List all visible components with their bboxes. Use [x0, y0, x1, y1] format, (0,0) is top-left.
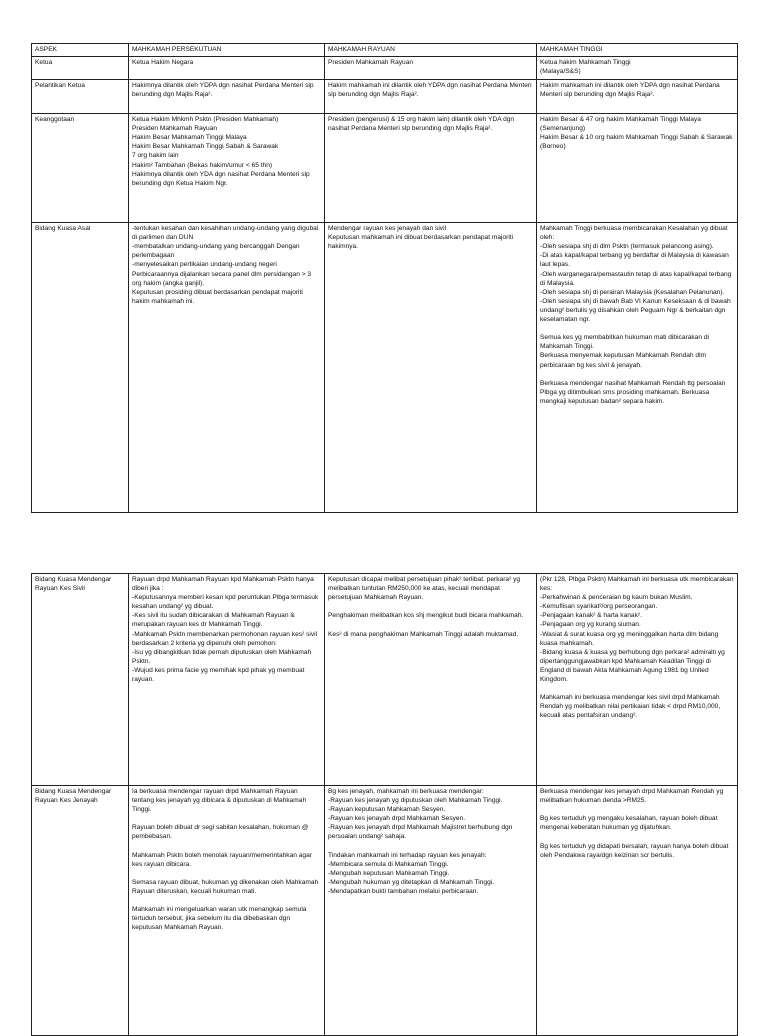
table-row: [32, 114, 738, 223]
aspek-cell: Bidang Kuasa Mendengar Rayuan Kes Jenayah: [32, 786, 129, 1036]
table-row: [32, 574, 738, 786]
comparison-table-2: [31, 573, 738, 1036]
persekutuan-cell: Ia berkuasa mendengar rayuan drpd Mahkamah Rayuan tentang kes jenayah yg dibicara & diputuskan di Mahkamah Tinggi. Rayuan boleh dibuat dr segi sabitan kesalahan, hukuman @ pembebasan. Mahkamah Psktn boleh menolak rayuan/memerintahkan agar kes rayuan dibicara. Semasa rayuan dibuat, hukuman yg dikenakan oleh Mahkamah Rayuan diteruskan, kecuali hukuman mati. Mahkamah ini mengeluarkan waran utk menangkap semula tertuduh tersebut, jika sebelum itu dia dibebaskan dgn keputusan Mahkamah Rayuan.: [129, 786, 325, 1036]
persekutuan-cell: Rayuan drpd Mahkamah Rayuan kpd Mahkamah Psktn hanya diberi jika : -Keputusannya memberi kesan kpd peruntukan Plbga termasuk kesahan undang² yg dibuat. -Kes sivil itu sudah dibicarakan di Mahkamah Rayuan & merupakan rayuan kes dr Mahkamah Tinggi. -Mahkamah Psktn membenarkan permohonan rayuan kes² sivil berdasarkan 2 kriteria yg dipenuhi oleh pemohon: -Isu yg dibangkitkan tidak pernah diputuskan oleh Mahkamah Psktn. -Wujud kes prima facie yg memihak kpd pihak yg membuat rayuan.: [129, 574, 325, 786]
tinggi-cell: Mahkamah Tinggi berkuasa membicarakan Kesalahan yg dibuat oleh: -Oleh sesiapa shj di dlm Psktn (termasuk pelancong asing). -Di atas kapal/kapal terbang yg berdaftar di Malaysia di kawasan laut lepas. -Oleh warganegara/pemastautin tetap di atas kapal/kapal terbang di Malaysia. -Oleh sesiapa shj di perairan Malaysia (Kesalahan Pelanunan). -Oleh sesiapa shj di bawah Bab VI Kanun Keseksaan & di bawah undang² bertulis yg disahkan oleh Peguam Ngr & berkaitan dgn keselamatan ngr. Semua kes yg membabitkan hukuman mati dibicarakan di Mahkamah Tinggi. Berkuasa menyemak keputusan Mahkamah Rendah dlm perbicaraan bg kes sivil & jenayah. Berkuasa mendengar nasihat Mahkamah Rendah ttg persoalan Plbga yg ditimbulkan sms prosiding mahkamah. Berkuasa mengkaji keputusan badan² separa hakim.: [537, 223, 738, 513]
rayuan-cell: Hakim mahkamah ini dilantik oleh YDPA dgn nasihat Perdana Menteri slp berunding dgn Majlis Raja².: [325, 80, 537, 114]
persekutuan-cell: -tentukan kesahan dan kesahihan undang-undang yang digubal di parlimen dan DUN -membatalkan undang-undang yang bercanggah Dengan perlembagaan -menyelesaikan pertikaian undang-undang negeri Perbicaraannya dijalankan secara panel dlm persidangan > 3 org hakim (angka ganjil). Keputusan prosiding dibuat berdasarkan pendapat majoriti hakim mahkamah ini.: [129, 223, 325, 513]
header-mahkamah-persekutuan: MAHKAMAH PERSEKUTUAN: [129, 44, 325, 57]
aspek-cell: Bidang Kuasa Mendengar Rayuan Kes Sivil: [32, 574, 129, 786]
header-mahkamah-tinggi: MAHKAMAH TINGGI: [537, 44, 738, 57]
rayuan-cell: Keputusan dicapai melibat persetujuan pihak² terlibat. perkara² yg melibatkan tuntutan RM250,000 ke atas, kecuali mendapat persetujuan Mahkamah Rayuan. Penghakiman melibatkan kos shj mengikut budi bicara mahkamah. Kes² di mana penghakiman Mahkamah Tinggi adalah muktamad.: [325, 574, 537, 786]
rayuan-cell: Bg kes jenayah, mahkamah ini berkuasa mendengar: -Rayuan kes jenayah yg diputuskan oleh Mahkamah Tinggi. -Rayuan keputusan Mahkamah Sesyen. -Rayuan kes jenayah drpd Mahkamah Sesyen. -Rayuan kes jenayah drpd Mahkamah Majistret berhubung dgn persoalan undang² sahaja. Tindakan mahkamah ini terhadap rayuan kes jenayah: -Membicara semula di Mahkamah Tinggi. -Mengubah keputusan Mahkamah Tinggi. -Mengubah hukuman yg ditetapkan di Mahkamah Tinggi. -Mendapatkan bukti tambahan melalui perbicaraan.: [325, 786, 537, 1036]
header-mahkamah-rayuan: MAHKAMAH RAYUAN: [325, 44, 537, 57]
aspek-cell: Bidang Kuasa Asal: [32, 223, 129, 513]
table-row: [32, 57, 738, 80]
tinggi-cell: Ketua hakim Mahkamah Tinggi (Malaya/S&S): [537, 57, 738, 80]
tinggi-cell: Hakim mahkamah ini dilantik oleh YDPA dgn nasihat Perdana Menteri slp berunding dgn Majlis Raja².: [537, 80, 738, 114]
rayuan-cell: Mendengar rayuan kes jenayah dan sivil Keputusan mahkamah ini dibuat berdasarkan pendapat majoriti hakimnya.: [325, 223, 537, 513]
rayuan-cell: Presiden Mahkamah Rayuan: [325, 57, 537, 80]
aspek-cell: Pelantikan Ketua: [32, 80, 129, 114]
tinggi-cell: Berkuasa mendengar kes jenayah drpd Mahkamah Rendah yg melibatkan hukuman denda >RM25. Bg kes tertuduh yg mengaku kesalahan, rayuan boleh dibuat mengenai keberatan hukuman yg dijatuhkan. Bg kes tertuduh yg didapati bersalah, rayuan hanya boleh dibuat oleh Pendakwa raya/dgn keizinan scr bertulis.: [537, 786, 738, 1036]
persekutuan-cell: Ketua Hakim Negara: [129, 57, 325, 80]
comparison-table-1: [31, 43, 738, 513]
tinggi-cell: Hakim Besar & 47 org hakim Mahkamah Tinggi Malaya (Semenanjung) Hakim Besar & 10 org hakim Mahkamah Tinggi Sabah & Sarawak (Borneo): [537, 114, 738, 223]
aspek-cell: Keanggotaan: [32, 114, 129, 223]
table-row: [32, 223, 738, 513]
tinggi-cell: (Pkr 128, Plbga Psktn) Mahkamah ini berkuasa utk membicarakan kes: -Perkahwinan & penceraian bg kaum bukan Muslim. -Kemuflisan syarikat²/org perseorangan. -Penjagaan kanak² & harta kanak². -Penjagaan org yg kurang siuman. -Wasiat & surat kuasa org yg meninggalkan harta dlm bidang kuasa mahkamah. -Bidang kuasa & kuasa yg berhubung dgn perkara² admiralti yg dipertanggungjawabkan kpd Mahkamah Keadilan Tinggi di England di bawah Akta Mahkamah Agung 1981 bg United Kingdom. Mahkamah ini berkuasa mendengar kes sivil drpd Mahkamah Rendah yg melibatkan nilai pertikaian tidak < drpd RM10,000, kecuali atas pentafsiran undang².: [537, 574, 738, 786]
header-row: [32, 44, 738, 57]
header-aspek: ASPEK: [32, 44, 129, 57]
table-row: [32, 786, 738, 1036]
table-row: [32, 80, 738, 114]
persekutuan-cell: Hakimnya dilantik oleh YDPA dgn nasihat Perdana Menteri slp berunding dgn Majlis Raja².: [129, 80, 325, 114]
aspek-cell: Ketua: [32, 57, 129, 80]
rayuan-cell: Presiden (pengerusi) & 15 org hakim lain) dilantik oleh YDA dgn nasihat Perdana Menteri slp berunding dgn Majlis Raja².: [325, 114, 537, 223]
persekutuan-cell: Ketua Hakim Mhkmh Psktn (Presiden Mahkamah) Presiden Mahkamah Rayuan Hakim Besar Mahkamah Tinggi Malaya Hakim Besar Mahkamah Tinggi Sabah & Sarawak 7 org hakim lain Hakim² Tambahan (Bekas hakim/umur < 65 thn) Hakimnya dilantik oleh YDA dgn nasihat Perdana Menteri slp berunding dgn Ketua Hakim Ngr.: [129, 114, 325, 223]
